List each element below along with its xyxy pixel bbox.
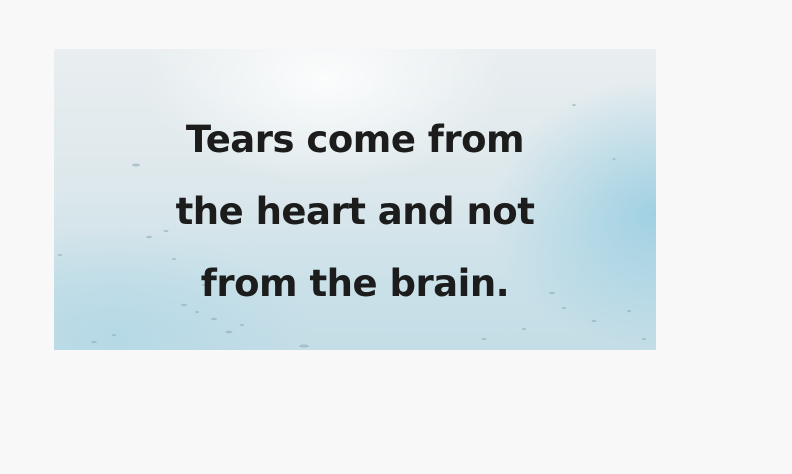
quote-text bbox=[54, 104, 656, 320]
quote-line: the heart and not bbox=[175, 190, 535, 233]
quote-line: from the brain. bbox=[200, 262, 510, 305]
quote-line: Tears come from bbox=[185, 118, 525, 161]
quote-image bbox=[54, 49, 656, 350]
